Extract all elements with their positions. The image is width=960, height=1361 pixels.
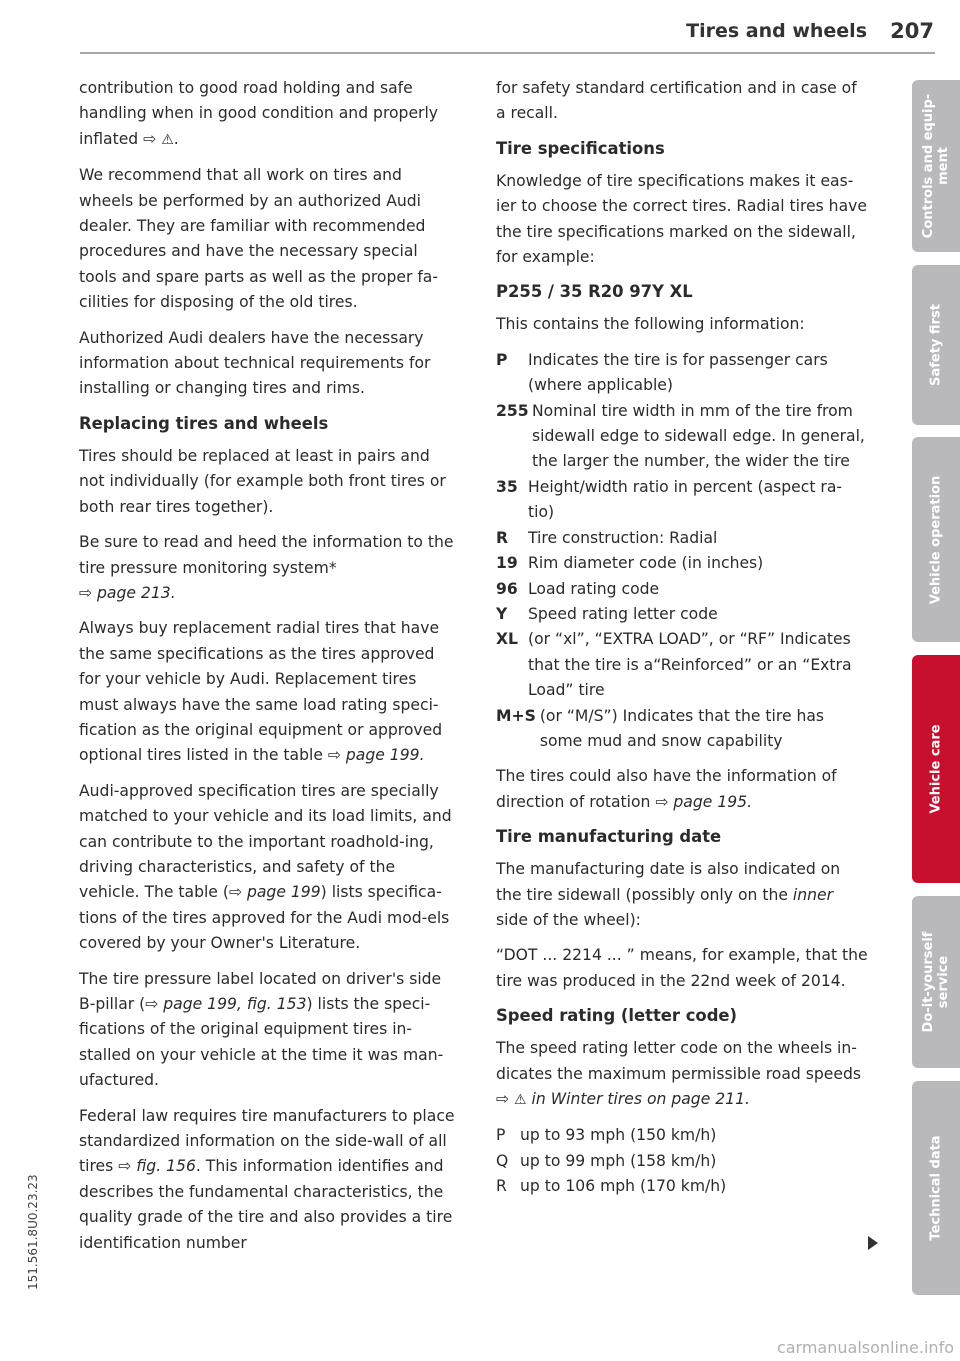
- paragraph: Be sure to read and heed the information to the tire pressure monitoring system* ⇨ page 213.: [79, 533, 454, 602]
- paragraph: This contains the following information:: [496, 315, 805, 334]
- paragraph: The speed rating letter code on the wheels in-dicates the maximum permissible road speeds ⇨ ⚠ in Winter tires on page 211.: [496, 1039, 861, 1108]
- tire-code-definitions: [496, 348, 868, 755]
- tire-code-example: P255 / 35 R20 97Y XL: [496, 282, 693, 302]
- page-number: 207: [890, 19, 934, 43]
- page-link[interactable]: ⇨ page 213.: [79, 583, 176, 602]
- section-heading-date: Tire manufacturing date: [496, 827, 722, 847]
- left-column: [79, 76, 457, 1266]
- page-link[interactable]: ⇨ page 195.: [655, 792, 753, 811]
- paragraph: Always buy replacement radial tires that have the same specifications as the tires approved for your vehicle by Audi. Replacement tires must always have the same load rating speci-fication as the original equipment or approved optional tires listed in the table ⇨ page 199.: [79, 619, 443, 765]
- paragraph: Audi-approved specification tires are specially matched to your vehicle and its load limits, and can contribute to the important roadhold-ing, driving characteristics, and safety of the vehicle. The table (⇨ page 199) lists specifica-tions of the tires approved for the Audi mod-els covered by your Owner's Literature.: [79, 781, 452, 953]
- tab-label: Controls and equip- ment: [921, 93, 951, 239]
- definition-value: Nominal tire width in mm of the tire from sidewall edge to sidewall edge. In general, the larger the number, the wider the tire: [532, 401, 865, 471]
- section-heading-specs: Tire specifications: [496, 138, 665, 158]
- definition-item: [496, 526, 868, 551]
- definition-key: XL: [496, 630, 518, 649]
- definition-item: [496, 475, 868, 526]
- paragraph: “DOT ... 2214 ... ” means, for example, that the tire was produced in the 22nd week of 2014.: [496, 946, 868, 990]
- warning-icon[interactable]: ⚠: [161, 131, 174, 148]
- definition-key: Y: [496, 604, 508, 623]
- page-link[interactable]: ⇨ page 199, fig. 153: [145, 995, 307, 1013]
- speed-rating-list: [496, 1123, 868, 1199]
- definition-key: R: [496, 528, 509, 547]
- tab-vehicle-care[interactable]: [912, 655, 960, 883]
- definition-item: [496, 551, 868, 576]
- tab-controls-and-equipment[interactable]: [912, 80, 960, 252]
- warning-link[interactable]: ⇨ ⚠ in Winter tires on page 211.: [496, 1090, 750, 1108]
- definition-key: 96: [496, 579, 518, 598]
- tab-label: Vehicle care: [928, 724, 944, 814]
- definition-item: [496, 348, 868, 399]
- definition-value: Tire construction: Radial: [528, 528, 718, 547]
- right-column: [496, 76, 868, 1200]
- paragraph: Knowledge of tire specifications makes it eas-ier to choose the correct tires. Radial tires have the tire specifications marked on the sidewall, for example:: [496, 171, 867, 267]
- tab-label: Technical data: [928, 1135, 944, 1241]
- definition-value: Height/width ratio in percent (aspect ra-tio): [528, 477, 842, 522]
- paragraph: Authorized Audi dealers have the necessary information about technical requirements for installing or changing tires and rims.: [79, 328, 431, 398]
- figure-link[interactable]: ⇨ fig. 156: [118, 1157, 196, 1176]
- definition-item: [496, 704, 868, 755]
- paragraph: for safety standard certification and in case of a recall.: [496, 79, 857, 123]
- definition-value: (or “xl”, “EXTRA LOAD”, or “RF” Indicates that the tire is a“Reinforced” or an “Extra Load” tire: [528, 630, 852, 700]
- paragraph: We recommend that all work on tires and wheels be performed by an authorized Audi dealer. They are familiar with recommended procedures and have the necessary special tools and spare parts as well as the proper fa-cilities for disposing of the old tires.: [79, 166, 438, 312]
- definition-key: 255: [496, 401, 529, 420]
- paragraph: Tires should be replaced at least in pairs and not individually (for example both front tires or both rear tires together).: [79, 446, 446, 516]
- speed-rating-item: [496, 1174, 868, 1199]
- section-heading-speed: Speed rating (letter code): [496, 1006, 738, 1026]
- tab-technical-data[interactable]: [912, 1081, 960, 1295]
- paragraph: The tire pressure label located on driver's side B-pillar (⇨ page 199, fig. 153) lists the speci-fications of the original equipment tires in-stalled on your vehicle at the time it was man-ufactured.: [79, 969, 444, 1090]
- definition-value: Load rating code: [528, 579, 660, 598]
- speed-rating-item: [496, 1149, 868, 1174]
- definition-key: 19: [496, 554, 518, 573]
- tab-vehicle-operation[interactable]: [912, 437, 960, 642]
- speed-letter: P: [496, 1126, 506, 1145]
- document-code: 151.561.8U0.23.23: [26, 1174, 40, 1290]
- definition-item: [496, 602, 868, 627]
- warning-icon: ⚠: [514, 1092, 527, 1108]
- speed-value: up to 99 mph (158 km/h): [520, 1151, 717, 1170]
- paragraph: The tires could also have the information of direction of rotation ⇨ page 195.: [496, 767, 837, 811]
- definition-value: Rim diameter code (in inches): [528, 554, 764, 573]
- continue-arrow-icon[interactable]: [868, 1236, 878, 1250]
- section-heading-replacing: Replacing tires and wheels: [79, 413, 329, 433]
- definition-item: [496, 399, 868, 475]
- speed-value: up to 106 mph (170 km/h): [520, 1177, 727, 1196]
- page-link[interactable]: ⇨ page 199.: [327, 746, 425, 765]
- tab-safety-first[interactable]: [912, 265, 960, 425]
- tab-label: Do-it-yourself service: [921, 931, 951, 1033]
- paragraph: Federal law requires tire manufacturers to place standardized information on the side-wall of all tires ⇨ fig. 156. This information identifies and describes the fundamental characteristics, the quality grade of the tire and also provides a tire identification number: [79, 1106, 455, 1252]
- paragraph: The manufacturing date is also indicated on the tire sidewall (possibly only on the inner side of the wheel):: [496, 860, 841, 929]
- definition-value: Indicates the tire is for passenger cars (where applicable): [528, 350, 828, 395]
- page-link[interactable]: ⇨ page 199: [228, 883, 321, 902]
- speed-letter: Q: [496, 1151, 509, 1170]
- tab-do-it-yourself-service[interactable]: [912, 896, 960, 1068]
- definition-key: P: [496, 350, 508, 369]
- definition-key: 35: [496, 477, 518, 496]
- watermark: carmanualsonline.info: [776, 1338, 954, 1357]
- speed-rating-item: [496, 1123, 868, 1148]
- speed-value: up to 93 mph (150 km/h): [520, 1126, 717, 1145]
- definition-key: M+S: [496, 706, 536, 725]
- header-rule: [80, 52, 935, 54]
- definition-item: [496, 627, 868, 703]
- definition-value: (or “M/S”) Indicates that the tire has some mud and snow capability: [539, 706, 825, 750]
- paragraph: contribution to good road holding and safe handling when in good condition and properly inflated ⇨ ⚠.: [79, 79, 439, 148]
- running-header-title: Tires and wheels: [686, 20, 867, 42]
- definition-item: [496, 577, 868, 602]
- definition-value: Speed rating letter code: [528, 604, 718, 623]
- speed-letter: R: [496, 1177, 507, 1196]
- tab-label: Safety first: [928, 304, 944, 386]
- tab-label: Vehicle operation: [928, 475, 944, 604]
